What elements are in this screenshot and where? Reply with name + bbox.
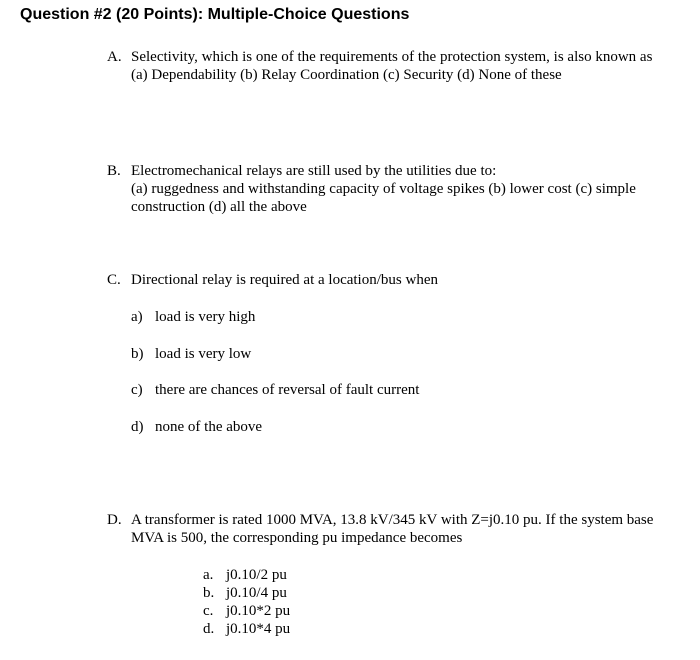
- question-b-line2: (a) ruggedness and withstanding capacity of voltage spikes (b) lower cost (c) simple: [131, 181, 636, 197]
- question-d-option-d-text: j0.10*4 pu: [226, 621, 291, 637]
- question-c-stem: Directional relay is required at a location/bus when: [131, 272, 438, 288]
- question-a-letter: A.: [107, 49, 122, 65]
- question-c-option-d-text: none of the above: [155, 419, 263, 435]
- question-b-letter: B.: [107, 163, 121, 179]
- question-d-option-a-text: j0.10/2 pu: [226, 567, 287, 583]
- question-a-line2: (a) Dependability (b) Relay Coordination (c) Security (d) None of these: [131, 67, 562, 83]
- question-d-option-b-label: b.: [203, 585, 215, 601]
- question-c-option-c-label: c): [131, 382, 143, 398]
- question-d-option-d-label: d.: [203, 621, 215, 637]
- question-c-option-b-label: b): [131, 346, 144, 362]
- question-d-line2: MVA is 500, the corresponding pu impedance becomes: [131, 530, 463, 546]
- question-d-option-a-label: a.: [203, 567, 214, 583]
- question-c-option-c-text: there are chances of reversal of fault current: [155, 382, 420, 398]
- question-b-line3: construction (d) all the above: [131, 199, 307, 215]
- question-d-line1: A transformer is rated 1000 MVA, 13.8 kV/345 kV with Z=j0.10 pu. If the system base: [131, 512, 654, 528]
- question-d-option-c-label: c.: [203, 603, 214, 619]
- question-c-option-a-label: a): [131, 309, 143, 325]
- question-d-option-b-text: j0.10/4 pu: [226, 585, 287, 601]
- question-a-line1: Selectivity, which is one of the requirements of the protection system, is also known as: [131, 49, 653, 65]
- question-d-letter: D.: [107, 512, 122, 528]
- question-c-letter: C.: [107, 272, 121, 288]
- question-c-option-d-label: d): [131, 419, 144, 435]
- question-c-option-a-text: load is very high: [155, 309, 256, 325]
- question-c-option-b-text: load is very low: [155, 346, 252, 362]
- question-b-line1: Electromechanical relays are still used by the utilities due to:: [131, 163, 497, 179]
- question-d-option-c-text: j0.10*2 pu: [226, 603, 291, 619]
- question-heading: Question #2 (20 Points): Multiple-Choice Questions: [20, 6, 410, 23]
